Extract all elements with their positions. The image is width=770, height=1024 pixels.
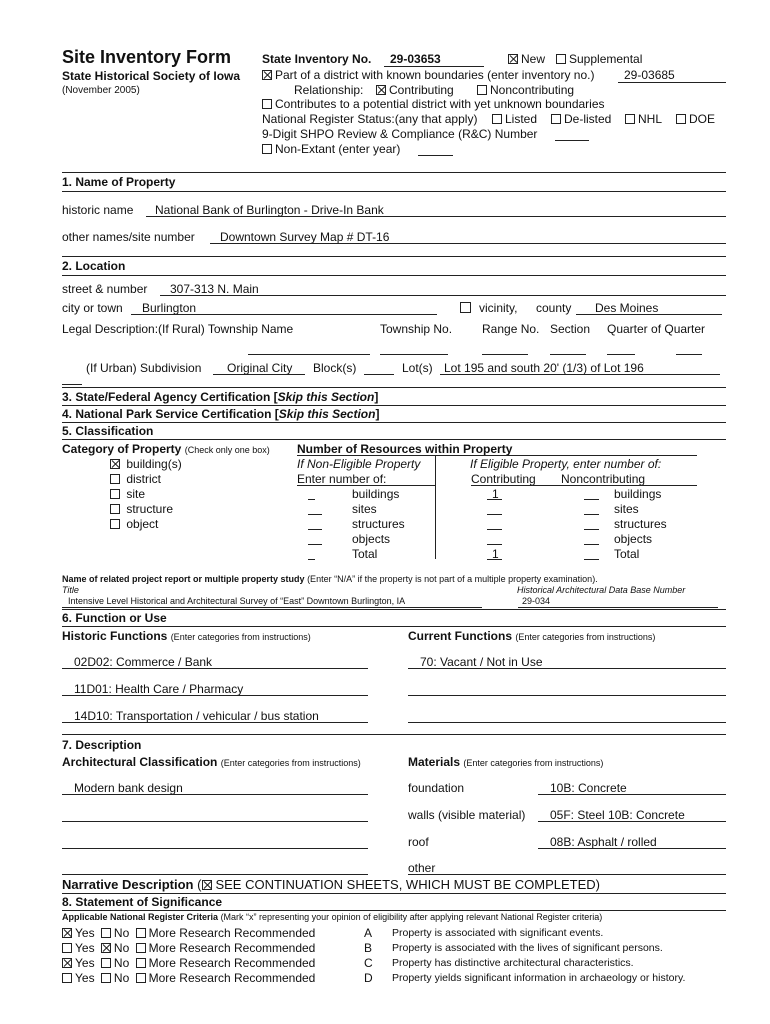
inventory-number[interactable]: 29-03653 [390, 52, 441, 66]
criterion-d-yes[interactable] [62, 973, 72, 983]
nc-resource-total: Total [614, 547, 640, 561]
historic-name-label: historic name [62, 203, 134, 217]
range-no-label: Range No. [482, 322, 540, 336]
shpo-label: 9-Digit SHPO Review & Compliance (R&C) Number [262, 127, 538, 141]
criterion-d-row: Yes No More Research Recommended [62, 972, 315, 984]
current-functions-label: Current Functions (Enter categories from instructions) [408, 629, 656, 643]
criterion-b-more[interactable] [136, 943, 146, 953]
criterion-c-row: Yes No More Research Recommended [62, 957, 315, 969]
other-material-field[interactable] [408, 874, 726, 875]
vicinity-checkbox[interactable]: vicinity, [460, 302, 517, 314]
quarter-of-quarter-field[interactable] [676, 354, 702, 355]
nr-status-label: National Register Status:(any that apply) [262, 112, 478, 126]
city-field[interactable]: Burlington [142, 301, 197, 315]
subdivision-field[interactable]: Original City [227, 361, 293, 375]
section-field[interactable] [550, 354, 586, 355]
category-structure[interactable]: structure [110, 503, 173, 515]
historic-name-field[interactable]: National Bank of Burlington - Drive-In Bank [155, 203, 384, 217]
section-label: Section [550, 322, 591, 336]
noncontributing-buildings-field[interactable] [584, 499, 599, 500]
criterion-c-no[interactable] [101, 958, 111, 968]
criteria-label: Applicable National Register Criteria (Mark “x” representing your opinion of eligibility after applying relevant National Register criteria) [62, 912, 603, 922]
criterion-b-letter: B [364, 941, 373, 955]
noncontributing-checkbox[interactable]: Noncontributing [477, 84, 574, 96]
other-material-label: other [408, 861, 436, 875]
arch-classification-field[interactable]: Modern bank design [74, 781, 183, 795]
supplemental-checkbox[interactable]: Supplemental [556, 53, 642, 65]
foundation-field[interactable]: 10B: Concrete [550, 781, 627, 795]
section-2-heading: 2. Location [62, 259, 126, 273]
county-field[interactable]: Des Moines [595, 301, 659, 315]
form-title: Site Inventory Form [62, 47, 232, 67]
city-label: city or town [62, 301, 123, 315]
blocks-label: Block(s) [313, 361, 357, 375]
nc-resource-structures: structures [614, 517, 667, 531]
section-7-heading: 7. Description [62, 738, 142, 752]
nonextant-checkbox[interactable]: Non-Extant (enter year) [262, 143, 400, 155]
walls-field[interactable]: 05F: Steel 10B: Concrete [550, 808, 685, 822]
noncontributing-structures-field[interactable] [584, 529, 599, 530]
db-number-field[interactable]: 29-034 [522, 596, 551, 606]
contributing-label: Contributing [471, 472, 536, 486]
society-name: State Historical Society of Iowa [62, 69, 241, 83]
criterion-b-row: Yes No More Research Recommended [62, 942, 315, 954]
non-eligible-label: If Non-Eligible Property [297, 457, 421, 471]
current-function-3[interactable] [408, 722, 726, 723]
contributing-checkbox[interactable]: Contributing [376, 84, 454, 96]
noncontributing-total-field[interactable] [584, 559, 599, 560]
criterion-c-text: Property has distinctive architectural characteristics. [392, 957, 634, 969]
criterion-a-more[interactable] [136, 928, 146, 938]
category-label: Category of Property (Check only one box) [62, 442, 270, 456]
arch-classification-field-2[interactable] [62, 821, 368, 822]
contributing-buildings-field[interactable]: 1 [492, 487, 499, 501]
checkbox-checked[interactable] [508, 54, 518, 64]
related-study-label: Name of related project report or multiple property study (Enter “N/A” if the property is not part of a multiple property examination). [62, 574, 598, 584]
contributing-sites-field[interactable] [487, 514, 502, 515]
listed-checkbox[interactable]: Listed [492, 113, 537, 125]
criterion-a-yes[interactable] [62, 928, 72, 938]
historic-function-3[interactable]: 14D10: Transportation / vehicular / bus station [74, 709, 319, 723]
criterion-c-yes[interactable] [62, 958, 72, 968]
criterion-b-yes[interactable] [62, 943, 72, 953]
eligible-label: If Eligible Property, enter number of: [470, 457, 662, 471]
district-checkbox[interactable]: Part of a district with known boundaries (enter inventory no.) [262, 69, 595, 81]
category-object[interactable]: object [110, 518, 158, 530]
historic-function-1[interactable]: 02D02: Commerce / Bank [74, 655, 213, 669]
narrative-checkbox[interactable] [202, 880, 212, 890]
potential-district-checkbox[interactable]: Contributes to a potential district with yet unknown boundaries [262, 98, 605, 110]
historic-functions-label: Historic Functions (Enter categories from instructions) [62, 629, 311, 643]
lots-label: Lot(s) [402, 361, 433, 375]
street-label: street & number [62, 282, 148, 296]
contributing-total-field[interactable]: 1 [492, 547, 499, 561]
urban-subdivision-label: (If Urban) Subdivision [86, 361, 202, 375]
current-function-2[interactable] [408, 695, 726, 696]
quarter-field[interactable] [607, 354, 635, 355]
resource-buildings: buildings [352, 487, 400, 501]
range-no-field[interactable] [482, 354, 528, 355]
section-8-heading: 8. Statement of Significance [62, 895, 223, 909]
criterion-d-text: Property yields significant information in archaeology or history. [392, 972, 686, 984]
arch-classification-label: Architectural Classification (Enter categories from instructions) [62, 755, 361, 769]
resource-objects: objects [352, 532, 391, 546]
materials-label: Materials (Enter categories from instructions) [408, 755, 604, 769]
category-district[interactable]: district [110, 473, 161, 485]
historic-function-2[interactable]: 11D01: Health Care / Pharmacy [74, 682, 244, 696]
criterion-d-more[interactable] [136, 973, 146, 983]
section-5-heading: 5. Classification [62, 424, 154, 438]
township-name-field[interactable] [248, 354, 370, 355]
criterion-a-no[interactable] [101, 928, 111, 938]
noncontributing-label: Noncontributing [561, 472, 646, 486]
nc-resource-buildings: buildings [614, 487, 662, 501]
nhl-checkbox[interactable]: NHL [625, 113, 662, 125]
roof-label: roof [408, 835, 429, 849]
inventory-label: State Inventory No. [262, 52, 372, 66]
nonextant-year-field[interactable] [418, 155, 453, 156]
title-label: Title [62, 585, 79, 595]
criterion-d-letter: D [364, 971, 373, 985]
shpo-field[interactable] [555, 140, 589, 141]
street-field[interactable]: 307-313 N. Main [170, 282, 259, 296]
other-names-label: other names/site number [62, 230, 195, 244]
criterion-b-no[interactable] [101, 943, 111, 953]
county-label: county [536, 301, 572, 315]
related-title-field[interactable]: Intensive Level Historical and Architectural Survey of “East” Downtown Burlington, IA [68, 596, 406, 606]
category-site[interactable]: site [110, 488, 145, 500]
other-names-field[interactable]: Downtown Survey Map # DT-16 [220, 230, 390, 244]
nc-resource-sites: sites [614, 502, 639, 516]
new-checkbox[interactable]: New [508, 53, 545, 65]
resource-structures: structures [352, 517, 405, 531]
district-number[interactable]: 29-03685 [624, 68, 675, 82]
nc-resource-objects: objects [614, 532, 653, 546]
criterion-c-letter: C [364, 956, 373, 970]
relationship-label: Relationship: [294, 83, 364, 97]
foundation-label: foundation [408, 781, 465, 795]
doe-checkbox[interactable]: DOE [676, 113, 715, 125]
contributing-objects-field[interactable] [487, 544, 502, 545]
category-building[interactable]: building(s) [110, 458, 182, 470]
section-3-heading: 3. State/Federal Agency Certification [Skip this Section] [62, 390, 379, 404]
township-no-field[interactable] [380, 354, 448, 355]
db-number-label: Historical Architectural Data Base Number [517, 585, 686, 595]
lots-field[interactable]: Lot 195 and south 20' (1/3) of Lot 196 [444, 361, 644, 375]
form-date: (November 2005) [62, 85, 140, 96]
resource-sites: sites [352, 502, 377, 516]
enter-number-label: Enter number of: [297, 472, 387, 486]
resources-heading: Number of Resources within Property [297, 442, 513, 456]
criterion-d-no[interactable] [101, 973, 111, 983]
delisted-checkbox[interactable]: De-listed [551, 113, 611, 125]
contributing-structures-field[interactable] [487, 529, 502, 530]
criterion-a-letter: A [364, 926, 373, 940]
township-no-label: Township No. [380, 322, 453, 336]
criterion-b-text: Property is associated with the lives of significant persons. [392, 942, 663, 954]
walls-label: walls (visible material) [408, 808, 526, 822]
quarter-label: Quarter of Quarter [607, 322, 706, 336]
criterion-a-text: Property is associated with significant events. [392, 927, 604, 939]
legal-description-label: Legal Description:(If Rural) Township Name [62, 322, 294, 336]
narrative-description: Narrative Description ( SEE CONTINUATION SHEETS, WHICH MUST BE COMPLETED) [62, 877, 600, 892]
section-6-heading: 6. Function or Use [62, 611, 167, 625]
arch-classification-field-3[interactable] [62, 848, 368, 849]
arch-classification-field-4[interactable] [62, 874, 368, 875]
section-1-heading: 1. Name of Property [62, 175, 176, 189]
noncontributing-objects-field[interactable] [584, 544, 599, 545]
resource-total: Total [352, 547, 378, 561]
blocks-field[interactable] [364, 374, 394, 375]
roof-field[interactable]: 08B: Asphalt / rolled [550, 835, 657, 849]
criterion-c-more[interactable] [136, 958, 146, 968]
current-function-1[interactable]: 70: Vacant / Not in Use [420, 655, 543, 669]
section-4-heading: 4. National Park Service Certification [Skip this Section] [62, 407, 380, 421]
noncontributing-sites-field[interactable] [584, 514, 599, 515]
criterion-a-row: Yes No More Research Recommended [62, 927, 315, 939]
